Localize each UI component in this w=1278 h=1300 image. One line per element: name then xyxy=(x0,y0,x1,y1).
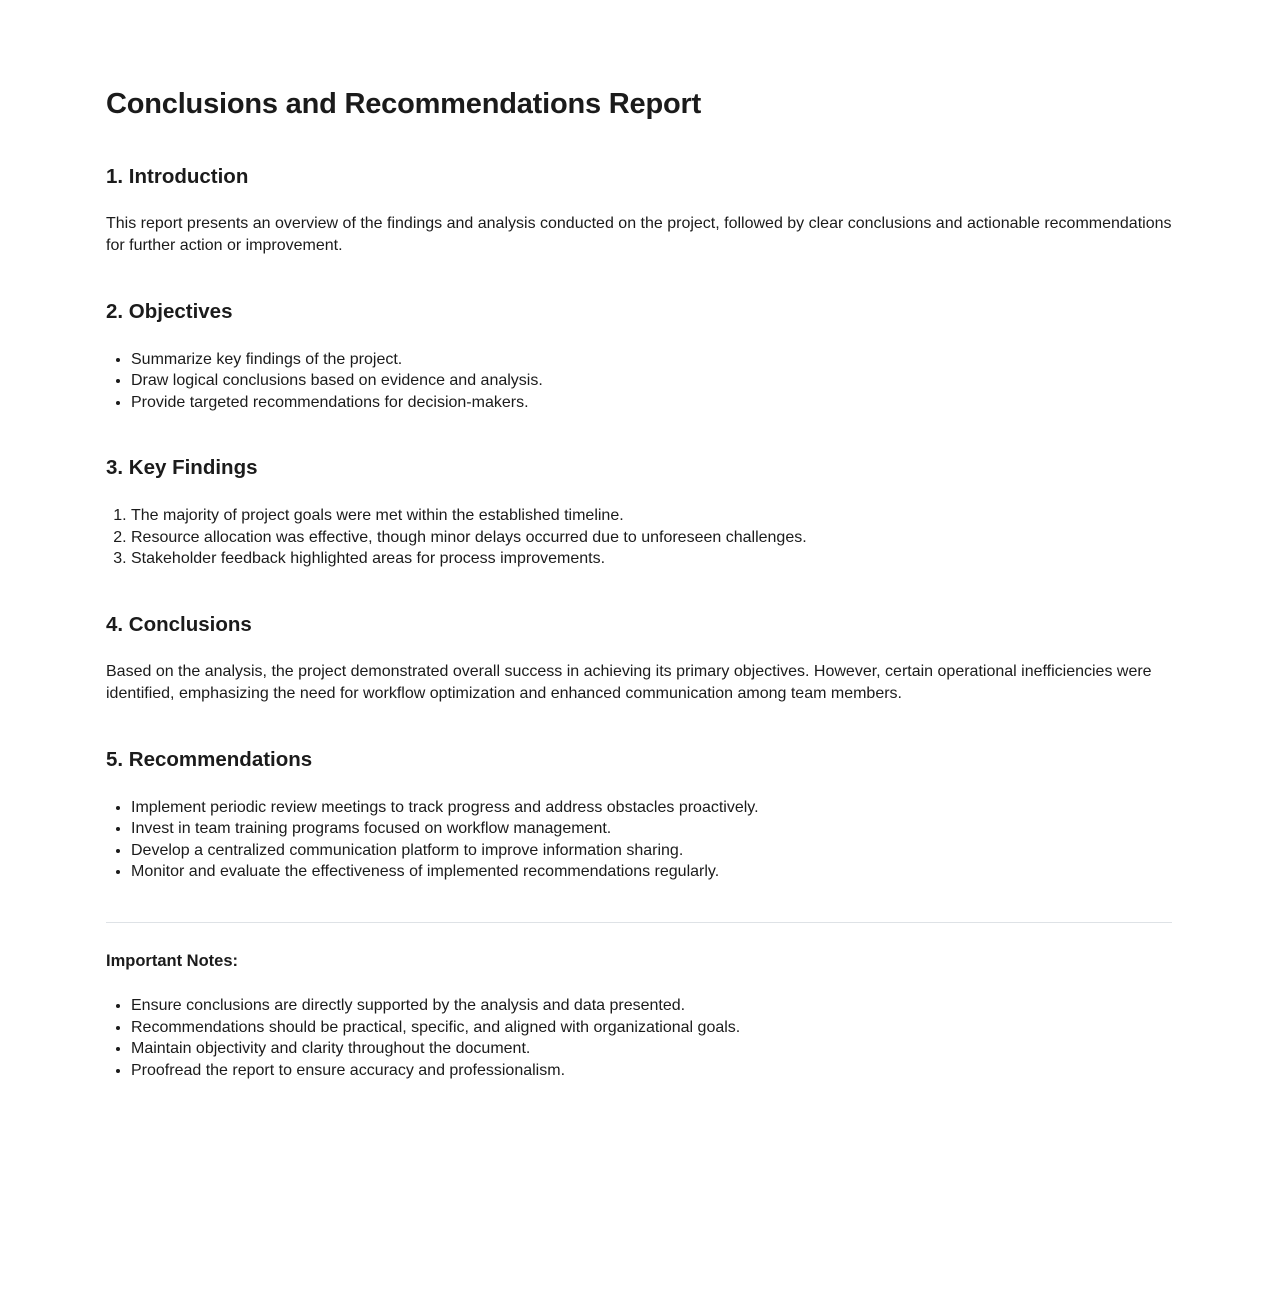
list-item: • Maintain objectivity and clarity throughout the document. xyxy=(131,1038,1172,1060)
key-findings-numbered-list xyxy=(106,505,1172,570)
list-item: • Draw logical conclusions based on evidence and analysis. xyxy=(131,370,1172,392)
section-objectives xyxy=(106,299,1172,413)
divider xyxy=(106,922,1172,923)
list-item: • Summarize key findings of the project. xyxy=(131,349,1172,371)
section-heading-objectives: 2. Objectives xyxy=(106,300,233,324)
section-heading-recommendations: 5. Recommendations xyxy=(106,748,313,772)
objectives-bullet-list xyxy=(106,349,1172,414)
conclusions-paragraph: Based on the analysis, the project demonstrated overall success in achieving its primary objectives. However, certain operational inefficiencies were identified, emphasizing the need for workflow optimization and enhanced communication among team members. xyxy=(106,663,1152,703)
list-item: 1. The majority of project goals were met within the established timeline. xyxy=(131,505,1172,527)
section-heading-conclusions: 4. Conclusions xyxy=(106,612,252,636)
list-item: • Ensure conclusions are directly supported by the analysis and data presented. xyxy=(131,995,1172,1017)
section-key-findings xyxy=(106,455,1172,569)
list-item: 3. Stakeholder feedback highlighted areas for process improvements. xyxy=(131,548,1172,570)
section-heading-introduction: 1. Introduction xyxy=(106,164,249,188)
notes-bullet-list xyxy=(106,995,1172,1081)
list-item: • Monitor and evaluate the effectiveness of implemented recommendations regularly. xyxy=(131,861,1172,883)
page-title: Conclusions and Recommendations Report xyxy=(106,88,702,120)
list-item: • Provide targeted recommendations for decision-makers. xyxy=(131,392,1172,414)
list-item: • Recommendations should be practical, specific, and aligned with organizational goals. xyxy=(131,1017,1172,1039)
section-heading-key-findings: 3. Key Findings xyxy=(106,456,258,480)
section-introduction xyxy=(106,164,1172,257)
section-important-notes xyxy=(106,950,1172,1082)
list-item: 2. Resource allocation was effective, though minor delays occurred due to unforeseen challenges. xyxy=(131,527,1172,549)
list-item: • Develop a centralized communication platform to improve information sharing. xyxy=(131,840,1172,862)
list-item: • Proofread the report to ensure accuracy and professionalism. xyxy=(131,1060,1172,1082)
notes-heading: Important Notes: xyxy=(106,951,238,970)
section-conclusions xyxy=(106,612,1172,705)
recommendations-bullet-list xyxy=(106,797,1172,883)
list-item: • Implement periodic review meetings to track progress and address obstacles proactively. xyxy=(131,797,1172,819)
section-recommendations xyxy=(106,747,1172,883)
list-item: • Invest in team training programs focused on workflow management. xyxy=(131,818,1172,840)
introduction-paragraph: This report presents an overview of the findings and analysis conducted on the project, followed by clear conclusions and actionable recommendations for further action or improvement. xyxy=(106,215,1172,255)
